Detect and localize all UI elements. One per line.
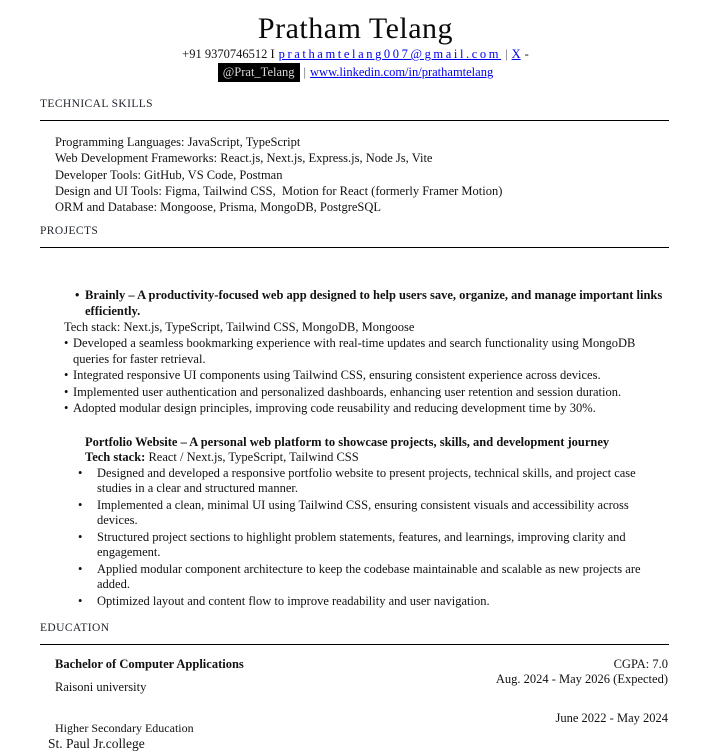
- x-handle-highlighted[interactable]: @Prat_Telang: [218, 63, 300, 82]
- bullet-icon: •: [75, 288, 80, 303]
- section-title-projects: PROJECTS: [40, 225, 99, 238]
- bullet-icon: •: [78, 561, 83, 576]
- project-bullet: [64, 336, 667, 367]
- section-divider: [40, 120, 669, 121]
- section-title-education: EDUCATION: [40, 622, 110, 635]
- project-headline: Portfolio Website – A personal web platform to showcase projects, skills, and development journey: [85, 434, 610, 449]
- project-bullet: [64, 385, 667, 401]
- project-bullet-text: Applied modular component architecture to keep the codebase maintainable and scalable as new projects are added.: [97, 561, 641, 592]
- project-bullet-text: Integrated responsive UI components using Tailwind CSS, ensuring consistent experience across devices.: [73, 368, 601, 383]
- contact-line-1: [0, 46, 711, 62]
- tech-stack-label: Tech stack:: [85, 450, 146, 465]
- skill-item: Web Development Frameworks: React.js, Next.js, Express.js, Node Js, Vite: [55, 151, 433, 166]
- project-headline-row: [75, 288, 667, 319]
- separator: |: [303, 65, 307, 79]
- project-bullet-list: [64, 336, 667, 417]
- bullet-icon: •: [64, 401, 69, 416]
- skill-item: Design and UI Tools: Figma, Tailwind CSS, Motion for React (formerly Framer Motion): [55, 183, 503, 198]
- education-body: [48, 657, 668, 752]
- project-bullet: [78, 498, 667, 529]
- project-bullet-text: Implemented a clean, minimal UI using Tailwind CSS, ensuring consistent visuals and accessibility across devices.: [97, 497, 629, 528]
- bullet-icon: •: [78, 529, 83, 544]
- bullet-icon: •: [78, 497, 83, 512]
- project-tech-stack: [85, 450, 667, 466]
- contact-line-2: [0, 63, 711, 82]
- school-name: Raisoni university: [55, 680, 147, 695]
- skill-item: Developer Tools: GitHub, VS Code, Postman: [55, 167, 283, 182]
- project-bullet: [78, 562, 667, 593]
- skills-list: [55, 134, 666, 215]
- project-bullet: [64, 401, 667, 417]
- section-technical-skills: [0, 98, 711, 215]
- project-bullet-text: Developed a seamless bookmarking experience with real-time updates and search functionality using MongoDB queries for faster retrieval.: [73, 336, 636, 366]
- education-entry-bca: [55, 657, 668, 695]
- project-bullet-text: Optimized layout and content flow to improve readability and user navigation.: [97, 593, 490, 608]
- section-divider: [40, 644, 669, 645]
- section-education: [0, 622, 711, 752]
- bullet-icon: •: [78, 465, 83, 480]
- email-link[interactable]: prathamtelang007@gmail.com: [278, 47, 502, 61]
- project-bullet-text: Structured project sections to highlight problem statements, features, and learnings, improving clarity and engagement.: [97, 529, 626, 560]
- project-bullet: [78, 466, 667, 497]
- bullet-icon: •: [64, 368, 69, 383]
- x-profile-link[interactable]: X: [511, 47, 521, 61]
- project-headline: Brainly – A productivity-focused web app designed to help users save, organize, and manage important links efficiently.: [85, 288, 663, 318]
- project-bullet: [78, 530, 667, 561]
- education-entry-hsc: [48, 711, 668, 752]
- project-bullet: [64, 368, 667, 384]
- degree-name: Bachelor of Computer Applications: [55, 657, 244, 672]
- project-tech-stack: Tech stack: Next.js, TypeScript, Tailwind CSS, MongoDB, Mongoose: [64, 320, 415, 335]
- page-title: Pratham Telang: [257, 12, 454, 45]
- skill-item: Programming Languages: JavaScript, TypeScript: [55, 135, 301, 149]
- project-bullet-list: [78, 466, 667, 610]
- tech-stack-value: React / Next.js, TypeScript, Tailwind CSS: [145, 450, 359, 465]
- project-bullet: [78, 594, 667, 610]
- project-bullet-text: Implemented user authentication and personalized dashboards, enhancing user retention and session duration.: [73, 384, 622, 399]
- date-range: June 2022 - May 2024: [555, 711, 668, 726]
- section-title-technical-skills: TECHNICAL SKILLS: [40, 98, 153, 110]
- project-bullet-text: Adopted modular design principles, improving code reusability and reducing development time by 30%.: [73, 401, 596, 416]
- project-brainly: [64, 288, 667, 417]
- project-portfolio: [78, 435, 667, 610]
- degree-name: Higher Secondary Education: [55, 721, 194, 736]
- project-bullet-text: Designed and developed a responsive portfolio website to present projects, technical skills, and project case studies in a clear and structured manner.: [97, 465, 636, 496]
- separator: |: [505, 47, 508, 61]
- bullet-icon: •: [78, 593, 83, 608]
- resume-header: [0, 0, 711, 82]
- date-range: Aug. 2024 - May 2026 (Expected): [495, 672, 668, 687]
- section-projects: [0, 225, 711, 609]
- linkedin-link[interactable]: www.linkedin.com/in/prathamtelang: [310, 65, 494, 79]
- dash-text: -: [524, 47, 529, 61]
- bullet-icon: •: [64, 336, 69, 351]
- phone-number: +91 9370746512 I: [182, 47, 275, 61]
- skill-item: ORM and Database: Mongoose, Prisma, MongoDB, PostgreSQL: [55, 200, 382, 215]
- school-name: St. Paul Jr.college: [48, 736, 145, 752]
- section-divider: [40, 247, 669, 248]
- grade-value: CGPA: 7.0: [613, 657, 668, 672]
- bullet-icon: •: [64, 384, 69, 399]
